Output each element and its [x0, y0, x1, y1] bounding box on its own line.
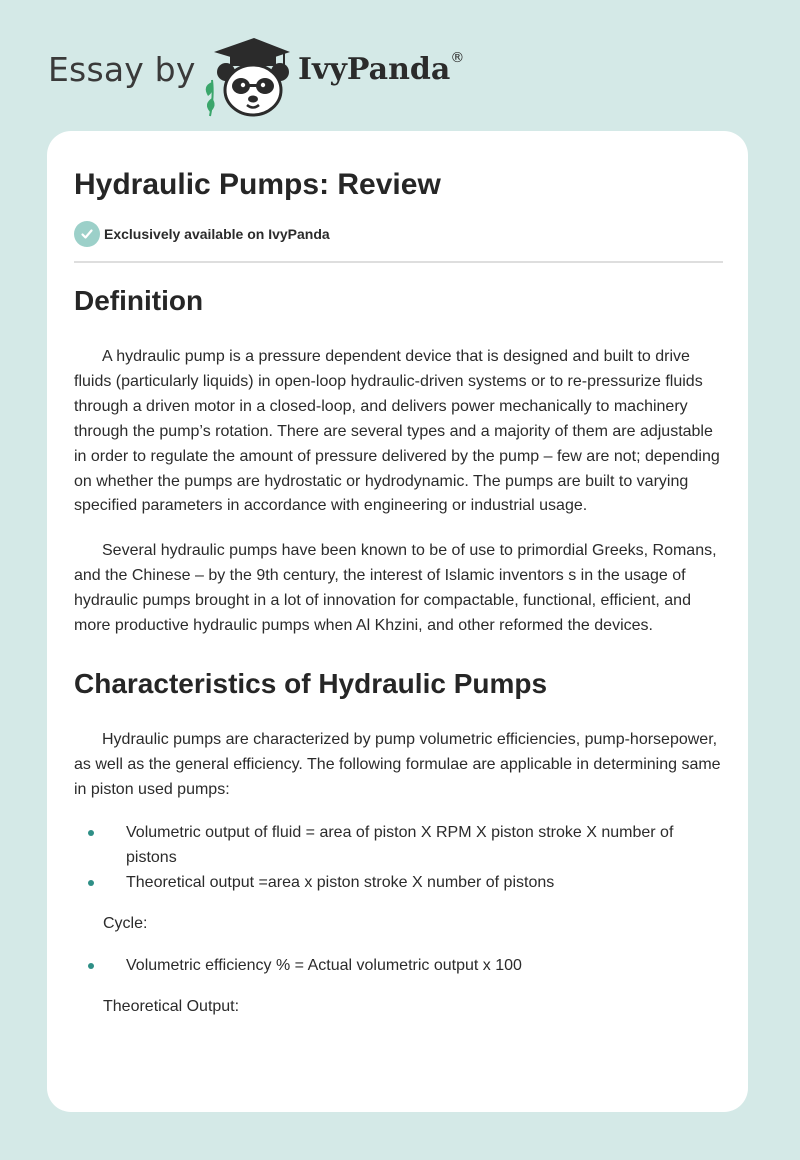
panda-graduate-logo-icon[interactable]: [200, 36, 292, 118]
brand-name[interactable]: [298, 52, 464, 87]
theoretical-output-label: Theoretical Output:: [103, 998, 240, 1016]
paragraph: Several hydraulic pumps have been known to be of use to primordial Greeks, Romans, and the Chinese – by the 9th century, the interest of Islamic inventors s in the usage of hydraulic pumps brought in a lot of innovation for compactable, functional, efficient, and more productive hydraulic pumps when Al Khzini, and other reformed the devices.: [74, 542, 717, 635]
list-item-text: Theoretical output =area x piston stroke X number of pistons: [126, 873, 555, 891]
paragraph: A hydraulic pump is a pressure dependent device that is designed and built to drive fluids (particularly liquids) in open-loop hydraulic-driven systems or to re-pressurize fluids through a driven motor in a closed-loop, and delivers power mechanically to machinery through the pump’s rotation. There are several types and a majority of them are adjustable in order to regulate the amount of pressure delivered by the pump – few are not; depending on whether the pumps are hydrostatic or hydrodynamic. The pumps are built to varying specified parameters in accordance with engineering or industrial usage.: [74, 348, 720, 515]
essay-by-label: Essay by: [48, 50, 196, 89]
registered-mark: ®: [450, 50, 465, 66]
title-divider: [74, 261, 723, 263]
bullet-icon: [88, 880, 94, 886]
list-item-text: Volumetric output of fluid = area of piston X RPM X piston stroke X number of pistons: [126, 823, 674, 866]
page-title: Hydraulic Pumps: Review: [74, 168, 441, 201]
list-item: [74, 821, 722, 871]
section-heading-definition: Definition: [74, 285, 204, 316]
list-item-text: Volumetric efficiency % = Actual volumetric output x 100: [126, 957, 522, 975]
brand-name-text: IvyPanda: [298, 52, 451, 87]
bullet-icon: [88, 963, 94, 969]
exclusive-badge-label: Exclusively available on IvyPanda: [104, 226, 330, 242]
exclusive-badge: [74, 221, 330, 247]
site-header: [48, 30, 548, 120]
essay-card: [47, 131, 748, 1112]
formula-list: [74, 821, 722, 896]
list-item: [74, 871, 722, 896]
essay-body: [74, 281, 722, 1020]
check-circle-icon: [74, 221, 100, 247]
list-item: [74, 954, 722, 979]
cycle-label: Cycle:: [103, 915, 148, 933]
paragraph: Hydraulic pumps are characterized by pump volumetric efficiencies, pump-horsepower, as well as the general efficiency. The following formulae are applicable in determining same in piston used pumps:: [74, 730, 721, 798]
efficiency-list: [74, 954, 722, 979]
bullet-icon: [88, 830, 94, 836]
section-heading-characteristics: Characteristics of Hydraulic Pumps: [74, 667, 548, 699]
